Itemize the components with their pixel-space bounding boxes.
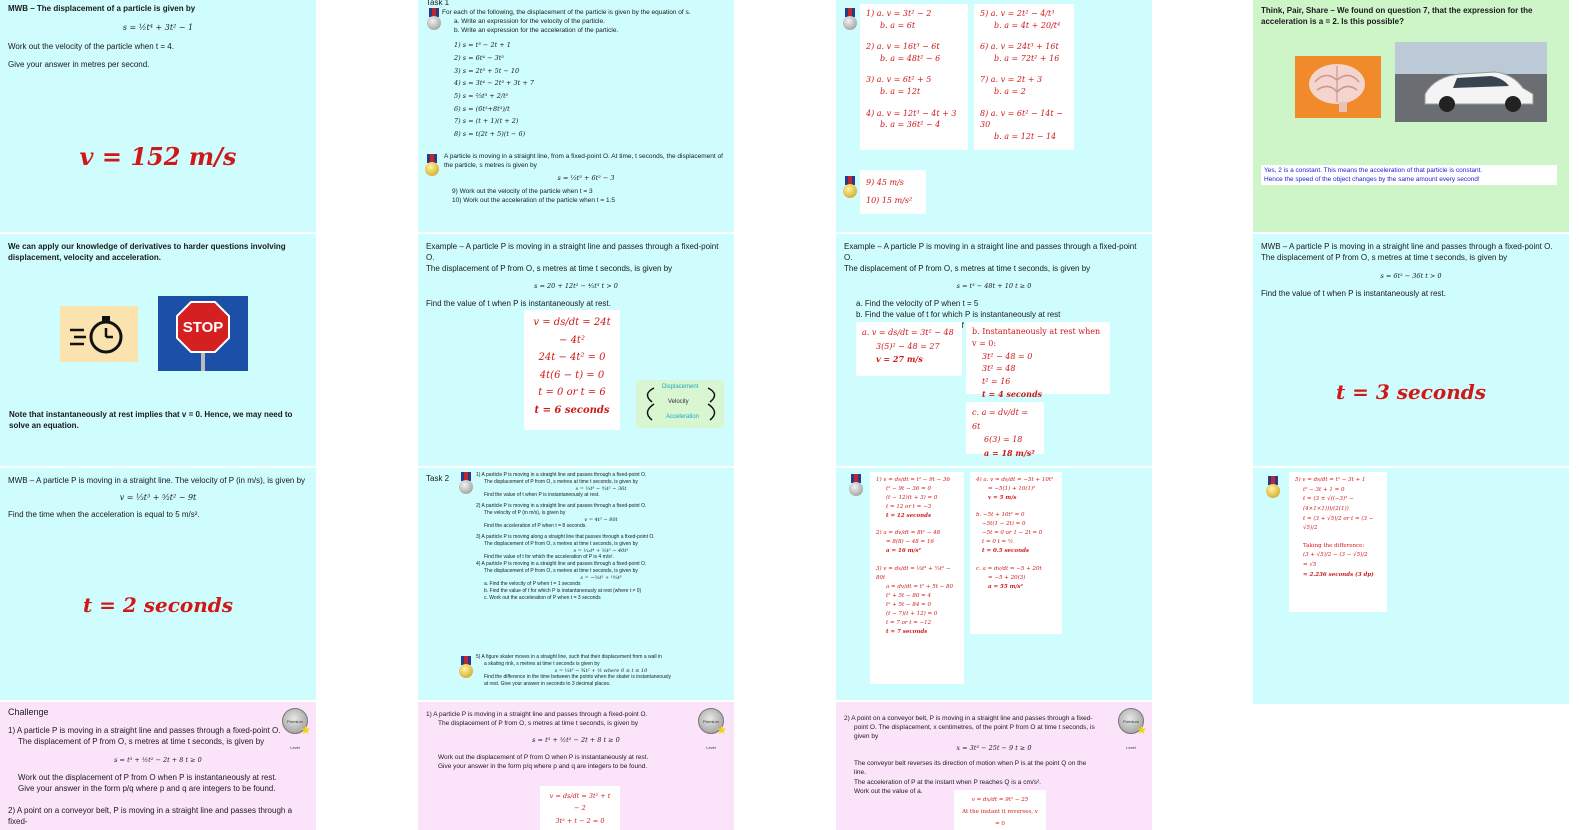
- answer-item: 1) a. v = 3t² − 2: [866, 9, 932, 18]
- q1-work1: Work out the displacement of P from O when P is instantaneously at rest.: [438, 754, 649, 762]
- answer-line: t = 0.5 seconds: [982, 548, 1030, 555]
- rest-note: Note that instantaneously at rest implies that v = 0. Hence, we may need to solve an equation.: [9, 410, 293, 430]
- working-line: c. a = dv/dt = 6t: [972, 408, 1029, 431]
- example-part: b. Find the value of t for which P is instantaneously at rest: [856, 310, 1061, 320]
- working-line: v = dx/dt = 9t² − 25: [971, 797, 1029, 803]
- q2-line: 2) A point on a conveyor belt, P is moving in a straight line and passes through a fixed-: [8, 806, 293, 827]
- slide-example1: [418, 234, 734, 466]
- answer-item: b. a = 12t − 14: [994, 131, 1057, 141]
- dva-diagram: [636, 380, 724, 428]
- working-result: v = 27 m/s: [876, 354, 923, 365]
- slide-task1: [418, 0, 734, 232]
- task2-q5-line: 5) A figure skater moves in a straight line, such that their displacement from a wall in: [476, 654, 662, 660]
- q1-line1: 1) A particle P is moving in a straight line and passes through a fixed-point O.: [426, 711, 648, 718]
- answers-col1: [870, 472, 964, 684]
- answer-item: 10) 15 m/s²: [866, 195, 913, 205]
- gold-intro: A particle is moving in a straight line, from a fixed-point O. At time, t seconds, the displacement of the particle, s metres is given by: [444, 153, 723, 170]
- answer-item: 8) a. v = 6t² − 14t − 30: [980, 108, 1063, 130]
- stop-sign-text: STOP: [182, 319, 224, 336]
- working-line: v = ds/dt = 24t − 4t²: [533, 317, 611, 346]
- answer-line: 2) a = dv/dt = 8t² − 48: [876, 530, 941, 537]
- task2-q2-formula: v = 4t³ − 80t: [584, 516, 618, 523]
- premium-badge-text: Premium Level: [286, 719, 303, 750]
- slide-challenge-answer1: [418, 702, 734, 830]
- answer-item: b. a = 2: [994, 86, 1026, 96]
- silver-medal-icon: [458, 472, 474, 494]
- slide-task2: [418, 468, 734, 700]
- task-item: 6) s = (6t⁵+8t³)/t: [454, 104, 510, 113]
- working-result: a = 18 m/s²: [984, 447, 1035, 458]
- diagram-displacement: Displacement: [662, 384, 699, 390]
- premium-badge: [282, 708, 311, 750]
- silver-medal-icon: [842, 8, 858, 30]
- gold-formula: s = ⅓t³ + 6t² − 3: [557, 174, 615, 183]
- answer-working: [540, 786, 620, 830]
- task2-q5-line: Find the difference in the time between the points when the skater is instantaneously: [484, 674, 671, 681]
- answer-working: [954, 790, 1046, 830]
- answer-item: 9) 45 m/s: [866, 178, 904, 187]
- answer-item: 3) a. v = 6t² + 5: [866, 75, 932, 85]
- task-item: 1) s = t³ − 2t + 1: [454, 41, 511, 50]
- answer-line: b. −5t + 10t² = 0: [976, 512, 1025, 519]
- star-icon: ★: [716, 723, 727, 737]
- answer-line: = −5 + 20(3): [988, 574, 1026, 581]
- answer: t = 2 seconds: [82, 593, 234, 618]
- q2-formula: x = 3t³ − 25t − 9 t ≥ 0: [956, 744, 1032, 753]
- challenge-title: Challenge: [8, 707, 49, 717]
- example-part: a. Find the velocity of P when t = 5: [856, 299, 979, 309]
- answer-line: (t − 7)(t + 12) = 0: [886, 610, 938, 617]
- task2-q4-line: b. Find the value of t for which P is instantaneously at rest (where t ≠ 0): [484, 588, 642, 594]
- working-line: 4t(6 − t) = 0: [539, 369, 605, 381]
- answer-line: t = (3 ± √((−3)² − (4×1×1)))/(2(1)): [1303, 496, 1354, 512]
- answer-line: 5) v = ds/dt = t² − 3t + 1: [1295, 477, 1366, 483]
- q1-formula: s = t³ + ½t² − 2t + 8 t ≥ 0: [114, 755, 202, 764]
- task-item: 5) s = ⅔t³ + 2/t²: [454, 91, 509, 100]
- task-part-a: a. Write an expression for the velocity of the particle.: [454, 18, 605, 26]
- slide-answers-task1: [836, 0, 1152, 232]
- instruction: Work out the velocity of the particle when t = 4.: [8, 41, 174, 51]
- task2-q1-formula: s = ⅓t³ − ⁹⁄₂t² − 36t: [575, 485, 627, 492]
- mwb-line1: MWB – A particle P is moving in a straight line and passes through a fixed-point O.: [1261, 242, 1553, 251]
- task-item: 4) s = 3t⁴ − 2t³ + 3t + 7: [454, 79, 534, 88]
- slide-heading: MWB – A particle P is moving in a straight line. The velocity of P (in m/s), is given by: [8, 476, 306, 485]
- brain-image: [1295, 56, 1381, 118]
- working-line: a. v = ds/dt = 3t² − 48: [862, 328, 954, 337]
- answer-line: = 8(8) − 48 = 16: [886, 539, 934, 546]
- star-icon: ★: [300, 723, 311, 737]
- stop-sign-image: [158, 296, 248, 371]
- part-c-working: [966, 402, 1044, 458]
- gold-medal-icon: [842, 176, 858, 198]
- working-line: t = 0 or t = 6: [538, 387, 606, 398]
- answer-line: Taking the difference:: [1303, 542, 1365, 549]
- q2-line1: 2) A point on a conveyor belt, P is moving in a straight line and passes through a fixed-: [844, 715, 1093, 722]
- answer-item: b. a = 4t + 20/t⁴: [994, 20, 1061, 30]
- think-answer-line1: Yes, 2 is a constant. This means the acceleration of that particle is constant.: [1264, 167, 1483, 174]
- answer-item: 2) a. v = 16t³ − 6t: [866, 42, 940, 52]
- slide-answers-task2-q5: [1253, 468, 1569, 704]
- task2-q2-line: Find the acceleration of P when t = 8 seconds.: [484, 523, 587, 530]
- answer-line: a = 16 m/s²: [886, 548, 921, 555]
- q2-text: line.: [854, 769, 866, 777]
- answer-item: b. a = 6t: [880, 20, 916, 30]
- answer-line: t² − 3t + 1 = 0: [1303, 486, 1345, 493]
- q1-work1: Work out the displacement of P from O when P is instantaneously at rest.: [18, 772, 277, 782]
- gold-medal-icon: [1265, 476, 1281, 498]
- slide-mwb-velocity: [0, 468, 316, 700]
- example-working: [524, 310, 620, 430]
- answer-line: a = dv/dt = t² + 5t − 80: [886, 583, 954, 590]
- answer-line: t² + 5t − 84 = 0: [886, 601, 931, 608]
- task2-q4-line: a. Find the velocity of P when t = 1 seconds: [484, 581, 581, 588]
- task-item: 3) s = 2t³ + 5t − 10: [454, 66, 520, 75]
- task2-q3-line: Find the value of t for which the acceleration of P is 4 m/s².: [484, 554, 614, 561]
- mwb-line2: The displacement of P from O, s metres at time t seconds, is given by: [1261, 252, 1508, 262]
- gold-medal-icon: [424, 154, 440, 176]
- task-title: Task 1: [426, 0, 450, 7]
- car-image: [1395, 42, 1547, 122]
- answer: v = 152 m/s: [79, 142, 237, 172]
- example-line2: The displacement of P from O, s metres at time t seconds, is given by: [426, 263, 673, 273]
- working-result: t = 4 seconds: [982, 388, 1043, 399]
- task2-q5-formula: s = ⅓t³ − ¾t² + ½ where 0 ≤ t ≤ 10: [554, 667, 648, 674]
- task2-q4-line: 4) A particle P is moving in a straight line and passes through a fixed-point O.: [476, 561, 647, 567]
- silver-medal-icon: [426, 8, 442, 30]
- answer-line: 1) v = ds/dt = t² − 9t − 36: [876, 477, 950, 483]
- task2-q1-line: 1) A particle P is moving in a straight line and passes through a fixed-point O.: [476, 472, 647, 478]
- task-intro: For each of the following, the displacement of the particle is given by the equation of s.: [442, 9, 691, 16]
- q1-formula: s = t³ + ½t² − 2t + 8 t ≥ 0: [532, 736, 620, 745]
- q2-text: Work out the value of a.: [854, 787, 923, 795]
- task-item: 8) s = t(2t + 5)(t − 6): [454, 129, 526, 138]
- q2-text: The acceleration of P at the instant when P reaches Q is a cm/s².: [854, 778, 1041, 786]
- answer-line: (3 + √5)/2 − (3 − √5)/2: [1303, 552, 1368, 559]
- working-line: 3t² − 48 = 0: [982, 351, 1033, 361]
- task2-q3-line: The displacement of P from O, s metres at time t seconds, is given by: [484, 540, 638, 547]
- diagram-acceleration: Acceleration: [666, 414, 700, 420]
- working-line: 3t² + t − 2 = 0: [555, 816, 605, 825]
- answers-col1: [860, 4, 968, 150]
- q1-line1: 1) A particle P is moving in a straight line and passes through a fixed-point O.: [8, 726, 281, 736]
- working-line: t² = 16: [982, 376, 1011, 386]
- slide-derivatives-intro: [0, 234, 316, 466]
- working-line: b. Instantaneously at rest when v = 0:: [972, 327, 1101, 349]
- mwb-question: Find the value of t when P is instantaneously at rest.: [1261, 288, 1446, 298]
- part-a-working: [856, 322, 962, 376]
- q9: 9) Work out the velocity of the particle when t = 3: [452, 188, 593, 196]
- answer-item: 6) a. v = 24t³ + 16t: [980, 42, 1059, 52]
- answer: t = 3 seconds: [1335, 380, 1487, 405]
- example-line1: Example – A particle P is moving in a straight line and passes through a fixed-point O.: [844, 242, 1137, 262]
- answer-line: 4) a. v = ds/dt = −5t + 10t²: [976, 477, 1054, 483]
- working-result: t = 6 seconds: [534, 404, 610, 416]
- answers-col2: [970, 472, 1062, 634]
- brain-icon: [1295, 56, 1381, 118]
- working-line: 3(5)² − 48 = 27: [876, 341, 940, 351]
- q10: 10) Work out the acceleration of the particle when t = 1.5: [452, 197, 616, 205]
- working-line: 6(3) = 18: [984, 435, 1023, 445]
- premium-badge: [698, 708, 727, 750]
- task2-q3-formula: s = ¹⁄₁₂t⁴ + ⁵⁄₆t³ − 40t²: [573, 547, 629, 554]
- answers-gold: [860, 170, 926, 214]
- answer-line: c. a = dv/dt = −5 + 20t: [976, 565, 1042, 572]
- slide-example2: [836, 234, 1152, 466]
- diagram-velocity: Velocity: [668, 399, 689, 405]
- answer-line: (t − 12)(t + 3) = 0: [886, 495, 938, 502]
- units-note: Give your answer in metres per second.: [8, 60, 150, 70]
- slide-mwb-displacement: [0, 0, 316, 232]
- slide-challenge: [0, 702, 316, 830]
- example-line1: Example – A particle P is moving in a straight line and passes through a fixed-point O.: [426, 242, 719, 262]
- mwb-formula: s = 6t² − 36t t > 0: [1380, 271, 1442, 280]
- answer-line: 3) v = ds/dt = ⅓t³ + ⁵⁄₂t² − 80t: [876, 565, 951, 581]
- task2-q2-line: 2) A particle P is moving in a straight line and passes through a fixed-point O.: [476, 503, 647, 509]
- task-item: 2) s = 6t⁴ − 3t²: [454, 53, 504, 62]
- example-formula: s = t³ − 48t + 10 t ≥ 0: [956, 282, 1032, 291]
- task-title: Task 2: [426, 474, 450, 483]
- answer-item: 4) a. v = 12t³ − 4t + 3: [866, 108, 957, 118]
- premium-badge-text: Premium Level: [1122, 719, 1139, 750]
- answer-line: = −5(1) + 10(1)²: [988, 486, 1036, 493]
- answer-line: −5t = 0 or 1 − 2t = 0: [982, 530, 1043, 537]
- star-icon: ★: [1136, 723, 1147, 737]
- q2-line3: given by: [854, 733, 879, 741]
- answers-q5: [1289, 472, 1387, 612]
- answer-item: b. a = 48t² − 6: [880, 53, 941, 63]
- premium-badge-text: Premium Level: [702, 719, 719, 750]
- answer-item: 5) a. v = 2t² − 4/t³: [980, 9, 1055, 18]
- answer-line: t² + 5t − 80 = 4: [886, 592, 931, 599]
- q1-work2: Give your answer in the form p/q where p and q are integers to be found.: [18, 783, 276, 793]
- q1-work2: Give your answer in the form p/q where p and q are integers to be found.: [438, 763, 648, 771]
- stop-sign-icon: [158, 296, 248, 371]
- answer-line: t² − 9t − 36 = 0: [886, 486, 931, 493]
- q1-line2: The displacement of P from O, s metres at time t seconds, is given by: [18, 736, 265, 746]
- slide-mwb-rest: [1253, 234, 1569, 466]
- q1-line2: The displacement of P from O, s metres at time t seconds, is given by: [438, 720, 639, 728]
- answer-line: a = 55 m/s²: [988, 583, 1023, 590]
- answer-line: −5t(1 − 2t) = 0: [982, 521, 1026, 528]
- answers-col2: [974, 4, 1074, 150]
- answer-line: = √5: [1303, 562, 1317, 568]
- answer-line: t = 7 seconds: [886, 628, 928, 635]
- example-question: Find the value of t when P is instantaneously at rest.: [426, 299, 611, 309]
- q2-line2: point O. The displacement, x centimetres, of the point P from O at time t seconds, is: [854, 724, 1095, 732]
- task2-q4-line: The displacement of P from O, s metres at time t seconds, is given by: [484, 567, 638, 574]
- silver-medal-icon: [848, 474, 864, 496]
- q2-text: The conveyor belt reverses its direction of motion when P is at the point Q on the: [854, 760, 1087, 768]
- example-formula: s = 20 + 12t² − ⁴⁄₃t³ t > 0: [534, 282, 618, 291]
- stopwatch-image: [60, 306, 138, 362]
- think-text: Think, Pair, Share – We found on question 7, that the expression for the acceleration is a = 2. Is this possible?: [1261, 6, 1533, 26]
- answer-item: b. a = 12t: [880, 86, 921, 96]
- task-item: 7) s = (t + 1)(t + 2): [454, 117, 519, 126]
- slide-heading: MWB – The displacement of a particle is given by: [8, 4, 196, 13]
- answer-item: b. a = 36t² − 4: [880, 120, 941, 130]
- working-line: 3t² = 48: [982, 364, 1016, 374]
- task2-q1-line: Find the value of t when P is instantaneously at rest.: [484, 492, 600, 499]
- answer-line: v = 5 m/s: [988, 495, 1017, 502]
- answer-line: t = 0 t = ½: [982, 539, 1014, 546]
- premium-badge: [1118, 708, 1147, 750]
- answer-line: = 2.236 seconds (3 dp): [1303, 571, 1374, 578]
- instruction: Find the time when the acceleration is equal to 5 m/s².: [8, 509, 200, 519]
- working-line: At the instant it reverses, v = 0: [962, 809, 1038, 828]
- task2-q2-line: The velocity of P (in m/s), is given by: [484, 509, 566, 516]
- slide-think-pair-share: [1253, 0, 1569, 232]
- task2-q3-line: 3) A particle P is moving along a straight line that passes through a fixed-point O.: [476, 534, 655, 540]
- slide-answers-task2: [836, 468, 1152, 700]
- task2-q5-line: a skating rink, s metres at time t seconds is given by: [484, 660, 600, 667]
- slide-challenge-answer2: [836, 702, 1152, 830]
- task2-q4-formula: s = −⁵⁄₂t² + ¹⁰⁄₃t³: [580, 574, 622, 581]
- part-b-working: [966, 322, 1110, 399]
- answer-line: t = 12 seconds: [886, 513, 932, 520]
- answer-item: b. a = 72t² + 16: [994, 53, 1060, 63]
- task-part-b: b. Write an expression for the acceleration of the particle.: [454, 27, 619, 35]
- answer-line: t = 12 or t = −3: [886, 504, 932, 511]
- task2-q4-line: c. Work out the acceleration of P when t = 3 seconds: [484, 594, 601, 601]
- task2-q5-line: at rest. Give your answer in seconds to 3 decimal places.: [484, 681, 611, 687]
- answer-item: 7) a. v = 2t + 3: [980, 75, 1043, 85]
- derivative-arrows-icon: [636, 380, 724, 428]
- formula: v = ⅓t³ + ⁵⁄₂t² − 9t: [119, 492, 197, 502]
- formula: s = ½t⁴ + 3t² − 1: [122, 22, 194, 32]
- intro-text: We can apply our knowledge of derivatives to harder questions involving displacement, velocity and acceleration.: [8, 242, 286, 262]
- example-line2: The displacement of P from O, s metres at time t seconds, is given by: [844, 263, 1091, 273]
- answer-line: t = (3 + √5)/2 or t = (3 − √5)/2: [1303, 515, 1374, 532]
- working-line: 24t − 4t² = 0: [538, 352, 606, 363]
- task2-q1-line: The displacement of P from O, s metres at time t seconds, is given by: [484, 478, 638, 485]
- gold-medal-icon: [458, 656, 474, 678]
- working-line: v = ds/dt = 3t² + t − 2: [549, 792, 611, 813]
- stopwatch-icon: [60, 306, 138, 362]
- answer-line: t = 7 or t = −12: [886, 619, 932, 626]
- think-answer-line2: Hence the speed of the object changes by the same amount every second!: [1264, 176, 1480, 184]
- car-icon: [1395, 42, 1547, 122]
